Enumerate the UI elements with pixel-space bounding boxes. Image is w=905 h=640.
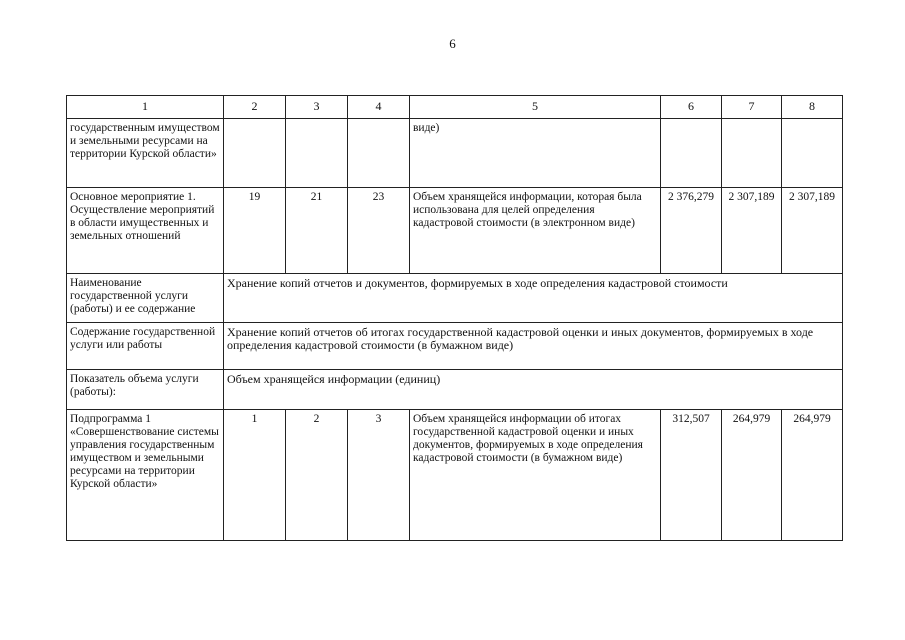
value-cell: 19 [224, 188, 286, 274]
header-cell: 1 [67, 96, 224, 119]
table-row [67, 410, 843, 541]
header-cell: 3 [286, 96, 348, 119]
indicator-value: Объем хранящейся информации (единиц) [224, 370, 843, 410]
value-cell [286, 119, 348, 188]
value-cell: 1 [224, 410, 286, 541]
value-cell: 21 [286, 188, 348, 274]
table-header-row [67, 96, 843, 119]
value-cell: 2 [286, 410, 348, 541]
indicator-label: Показатель объема услуги (работы): [67, 370, 224, 410]
program-table [66, 95, 843, 541]
header-cell: 2 [224, 96, 286, 119]
value-cell: 2 307,189 [722, 188, 782, 274]
row-label-cell: Основное мероприятие 1. Осуществление мероприятий в области имущественных и земельных отношений [67, 188, 224, 274]
table-row [67, 188, 843, 274]
header-cell: 8 [782, 96, 843, 119]
value-cell [224, 119, 286, 188]
indicator-cell: виде) [410, 119, 661, 188]
value-cell [348, 119, 410, 188]
value-cell: 2 307,189 [782, 188, 843, 274]
service-content-value: Хранение копий отчетов об итогах государственной кадастровой оценки и иных документов, формируемых в ходе определения кадастровой стоимости (в бумажном виде) [224, 323, 843, 370]
service-name-value: Хранение копий отчетов и документов, формируемых в ходе определения кадастровой стоимости [224, 274, 843, 323]
value-cell: 312,507 [661, 410, 722, 541]
page-number: 6 [449, 36, 456, 51]
header-cell: 6 [661, 96, 722, 119]
value-cell: 3 [348, 410, 410, 541]
value-cell [782, 119, 843, 188]
table-row [67, 274, 843, 323]
value-cell [661, 119, 722, 188]
indicator-cell: Объем хранящейся информации об итогах государственной кадастровой оценки и иных документов, формируемых в ходе определения кадастровой стоимости (в бумажном виде) [410, 410, 661, 541]
table-row [67, 119, 843, 188]
value-cell: 2 376,279 [661, 188, 722, 274]
table-row [67, 323, 843, 370]
header-cell: 5 [410, 96, 661, 119]
row-label-cell: Подпрограмма 1 «Совершенствование системы управления государственным имуществом и земельными ресурсами на территории Курской области» [67, 410, 224, 541]
service-name-label: Наименование государственной услуги (работы) и ее содержание [67, 274, 224, 323]
row-label-cell: государственным имуществом и земельными ресурсами на территории Курской области» [67, 119, 224, 188]
header-cell: 4 [348, 96, 410, 119]
value-cell: 264,979 [782, 410, 843, 541]
indicator-cell: Объем хранящейся информации, которая была использована для целей определения кадастровой стоимости (в электронном виде) [410, 188, 661, 274]
header-cell: 7 [722, 96, 782, 119]
service-content-label: Содержание государственной услуги или работы [67, 323, 224, 370]
value-cell: 264,979 [722, 410, 782, 541]
table-row [67, 370, 843, 410]
value-cell [722, 119, 782, 188]
value-cell: 23 [348, 188, 410, 274]
